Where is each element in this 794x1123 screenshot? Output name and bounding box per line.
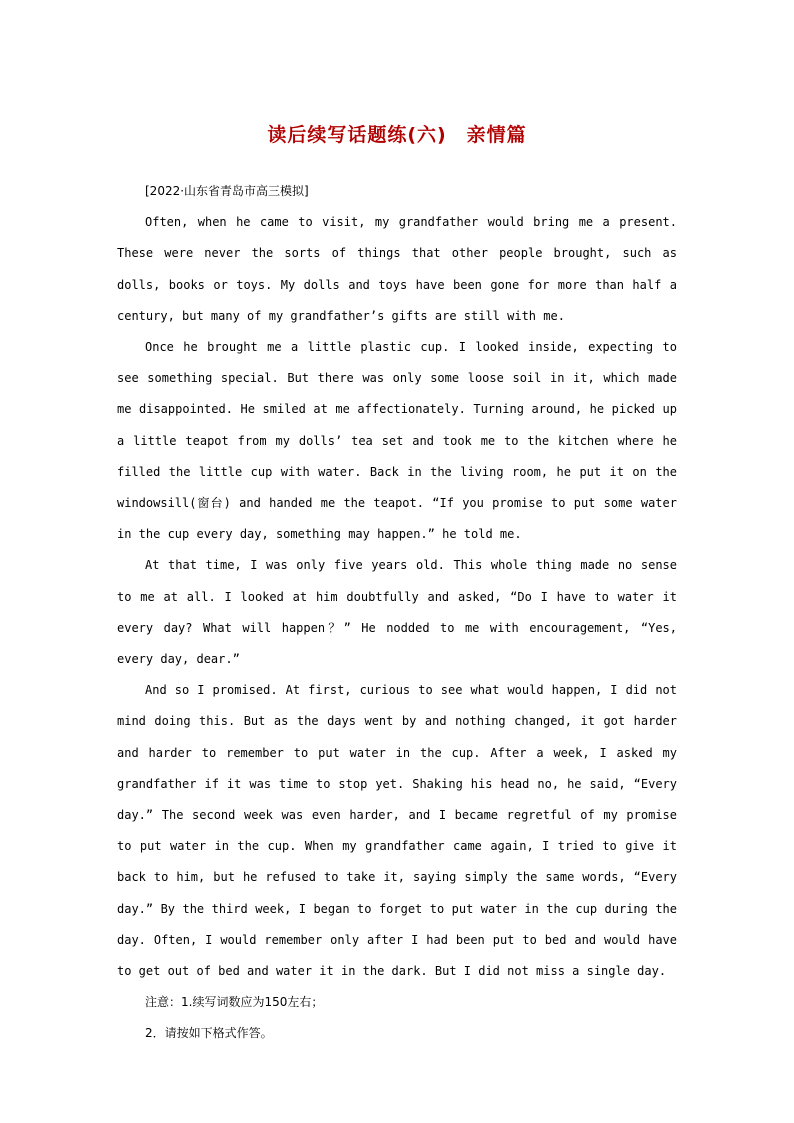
paragraph-1: Often, when he came to visit, my grandfather would bring me a present. These were never the sorts of things that other people brought, such as dolls, books or toys. My dolls and toys have been gone for more than half a century, but many of my grandfather’s gifts are still with me. xyxy=(117,215,677,323)
paragraph-2: Once he brought me a little plastic cup. I looked inside, expecting to see something special. But there was only some loose soil in it, which made me disappointed. He smiled at me affectionately. Turning around, he picked up a little teapot from my dolls’ tea set and took me to the kitchen where he filled the little cup with water. Back in the living room, he put it on the windowsill(窗台) and handed me the teapot. “If you promise to put some water in the cup every day, something may happen.” he told me. xyxy=(117,340,677,542)
source-citation: [2022·山东省青岛市高三模拟] xyxy=(145,184,309,198)
paragraph-3: At that time, I was only five years old. This whole thing made no sense to me at all. I looked at him doubtfully and asked, “Do I have to water it every day? What will happen？” He nodded to me with encouragement, “Yes, every day, dear.” xyxy=(117,558,677,667)
document-body xyxy=(117,176,677,1050)
page-title: 读后续写话题练(六) 亲情篇 xyxy=(267,124,527,146)
paragraph-4: And so I promised. At first, curious to see what would happen, I did not mind doing this. But as the days went by and nothing changed, it got harder and harder to remember to put water in the cup. After a week, I asked my grandfather if it was time to stop yet. Shaking his head no, he said, “Every day.” The second week was even harder, and I became regretful of my promise to put water in the cup. When my grandfather came again, I tried to give it back to him, but he refused to take it, saying simply the same words, “Every day.” By the third week, I began to forget to put water in the cup during the day. Often, I would remember only after I had been put to bed and would have to get out of bed and water it in the dark. But I did not miss a single day. xyxy=(117,683,677,979)
note-line-1: 注意：1.续写词数应为150左右； xyxy=(145,995,324,1010)
note-line-2: 2．请按如下格式作答。 xyxy=(145,1026,273,1041)
